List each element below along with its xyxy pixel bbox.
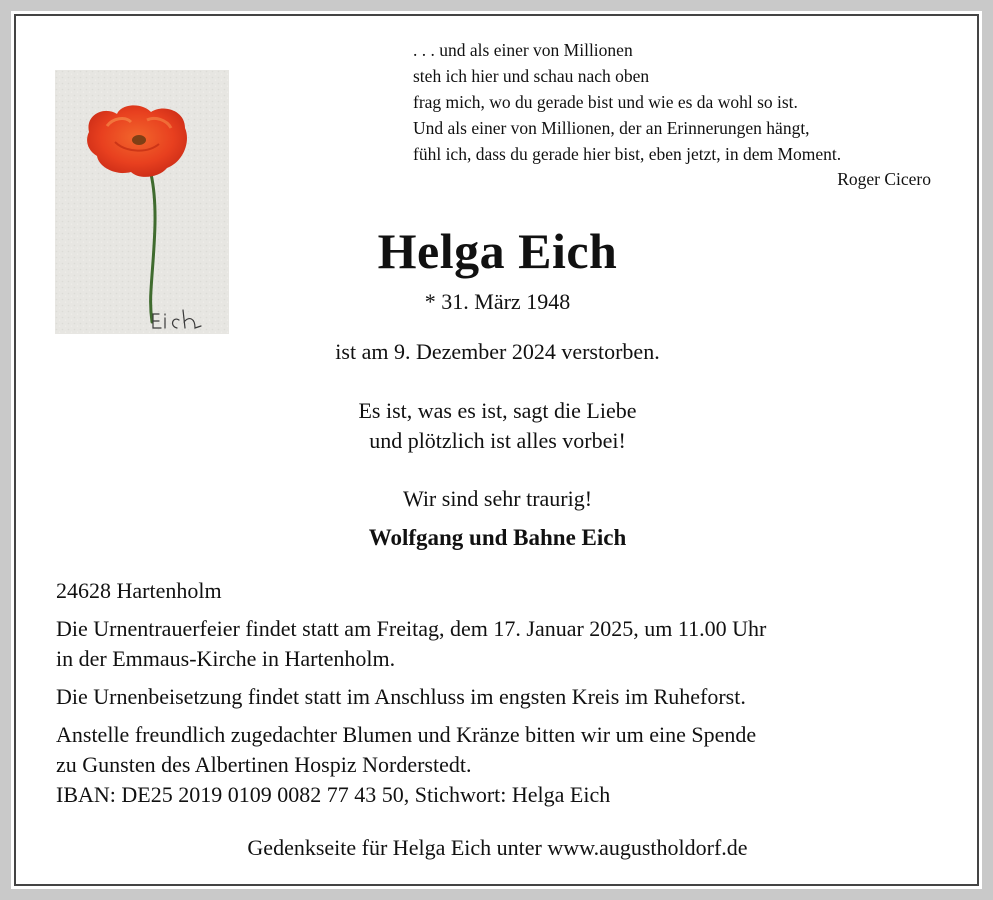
donation-line: zu Gunsten des Albertinen Hospiz Norderstedt. <box>56 752 472 777</box>
mourning-sentiment: Wir sind sehr traurig! <box>402 486 593 511</box>
donation-line: Anstelle freundlich zugedachter Blumen und Kränze bitten wir um eine Spende <box>56 722 757 747</box>
ceremony-details <box>56 576 966 810</box>
poem-author: Roger Cicero <box>837 169 931 189</box>
poem-line: steh ich hier und schau nach oben <box>413 66 650 86</box>
quote <box>200 396 795 456</box>
poppy-painting <box>55 70 229 334</box>
quote-line: und plötzlich ist alles vorbei! <box>369 428 626 453</box>
memorial-website: Gedenkseite für Helga Eich unter www.augustholdorf.de <box>247 835 748 860</box>
poem-line: frag mich, wo du gerade bist und wie es da wohl so ist. <box>413 92 798 112</box>
poem-line: fühl ich, dass du gerade hier bist, eben jetzt, in dem Moment. <box>413 144 842 164</box>
birth-date: * 31. März 1948 <box>424 289 571 314</box>
deceased-name: Helga Eich <box>377 223 618 279</box>
death-notice: ist am 9. Dezember 2024 verstorben. <box>335 339 660 364</box>
iban-line: IBAN: DE25 2019 0109 0082 77 43 50, Stichwort: Helga Eich <box>56 782 611 807</box>
ceremony-line: in der Emmaus-Kirche in Hartenholm. <box>56 646 396 671</box>
location: 24628 Hartenholm <box>56 578 222 603</box>
burial-line: Die Urnenbeisetzung findet statt im Anschluss im engsten Kreis im Ruheforst. <box>56 684 746 709</box>
quote-line: Es ist, was es ist, sagt die Liebe <box>358 398 637 423</box>
poem <box>413 37 958 192</box>
mourner-names: Wolfgang und Bahne Eich <box>368 525 627 550</box>
poem-line: . . . und als einer von Millionen <box>413 40 633 60</box>
poppy-illustration <box>55 70 229 334</box>
ceremony-line: Die Urnentrauerfeier findet statt am Freitag, dem 17. Januar 2025, um 11.00 Uhr <box>56 616 767 641</box>
poem-line: Und als einer von Millionen, der an Erinnerungen hängt, <box>413 118 810 138</box>
